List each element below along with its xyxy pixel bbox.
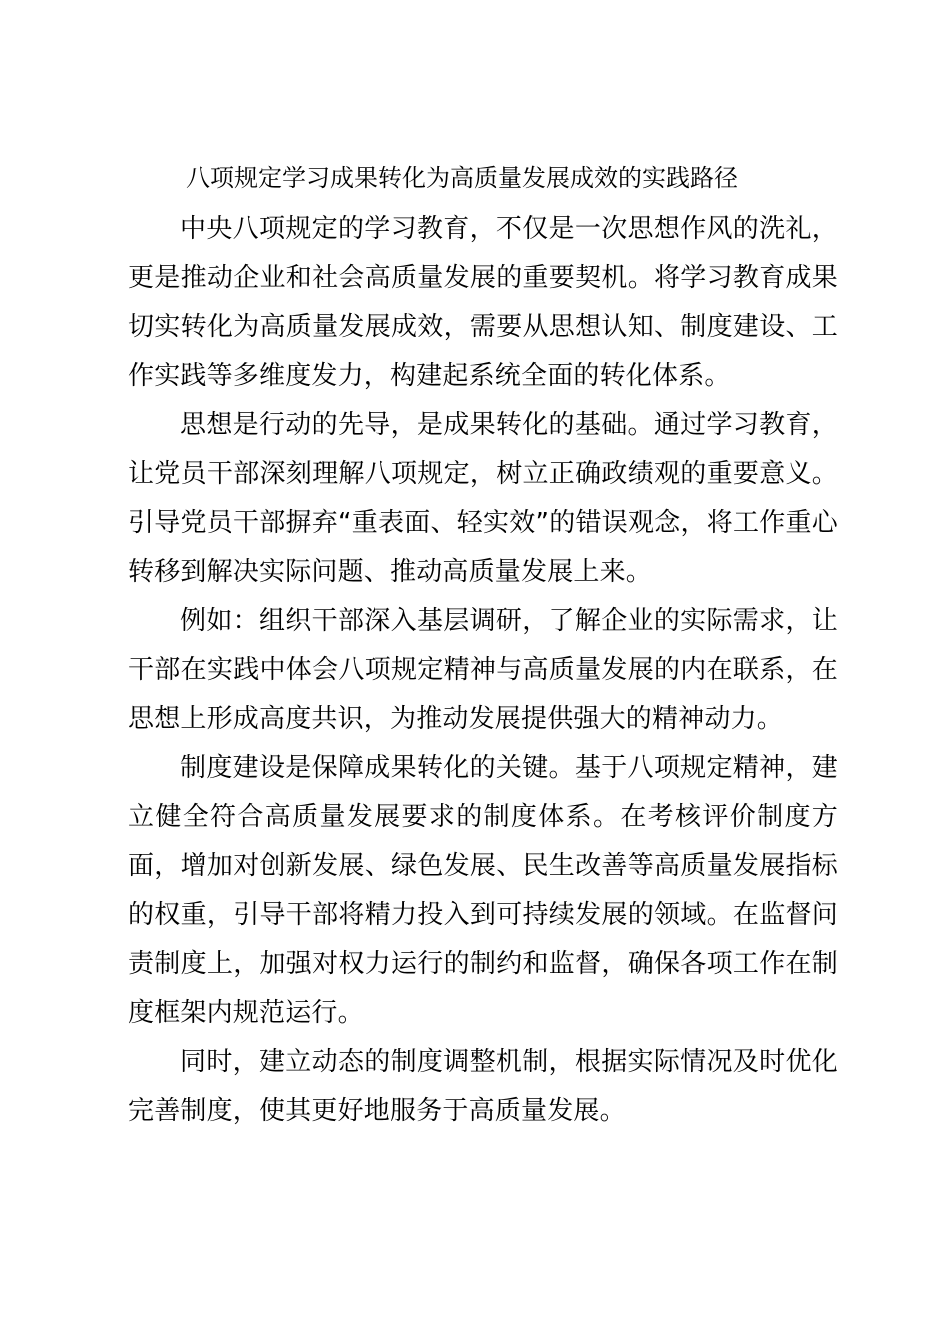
document-title: 八项规定学习成果转化为高质量发展成效的实践路径 (186, 164, 738, 192)
document-body (128, 205, 838, 1136)
paragraph-system: 制度建设是保障成果转化的关键。基于八项规定精神，建立健全符合高质量发展要求的制度体系。在考核评价制度方面，增加对创新发展、绿色发展、民生改善等高质量发展指标的权重，引导干部将精力投入到可持续发展的领域。在监督问责制度上，加强对权力运行的制约和监督，确保各项工作在制度框架内规范运行。 (128, 753, 838, 1028)
paragraph-intro: 中央八项规定的学习教育，不仅是一次思想作风的洗礼，更是推动企业和社会高质量发展的重要契机。将学习教育成果切实转化为高质量发展成效，需要从思想认知、制度建设、工作实践等多维度发力，构建起系统全面的转化体系。 (128, 214, 838, 391)
paragraph-example: 例如：组织干部深入基层调研，了解企业的实际需求，让干部在实践中体会八项规定精神与高质量发展的内在联系，在思想上形成高度共识，为推动发展提供强大的精神动力。 (128, 606, 838, 734)
paragraph-adjustment: 同时，建立动态的制度调整机制，根据实际情况及时优化完善制度，使其更好地服务于高质量发展。 (128, 1047, 838, 1126)
paragraph-thought: 思想是行动的先导，是成果转化的基础。通过学习教育，让党员干部深刻理解八项规定，树立正确政绩观的重要意义。引导党员干部摒弃“重表面、轻实效”的错误观念，将工作重心转移到解决实际问题、推动高质量发展上来。 (128, 410, 838, 587)
